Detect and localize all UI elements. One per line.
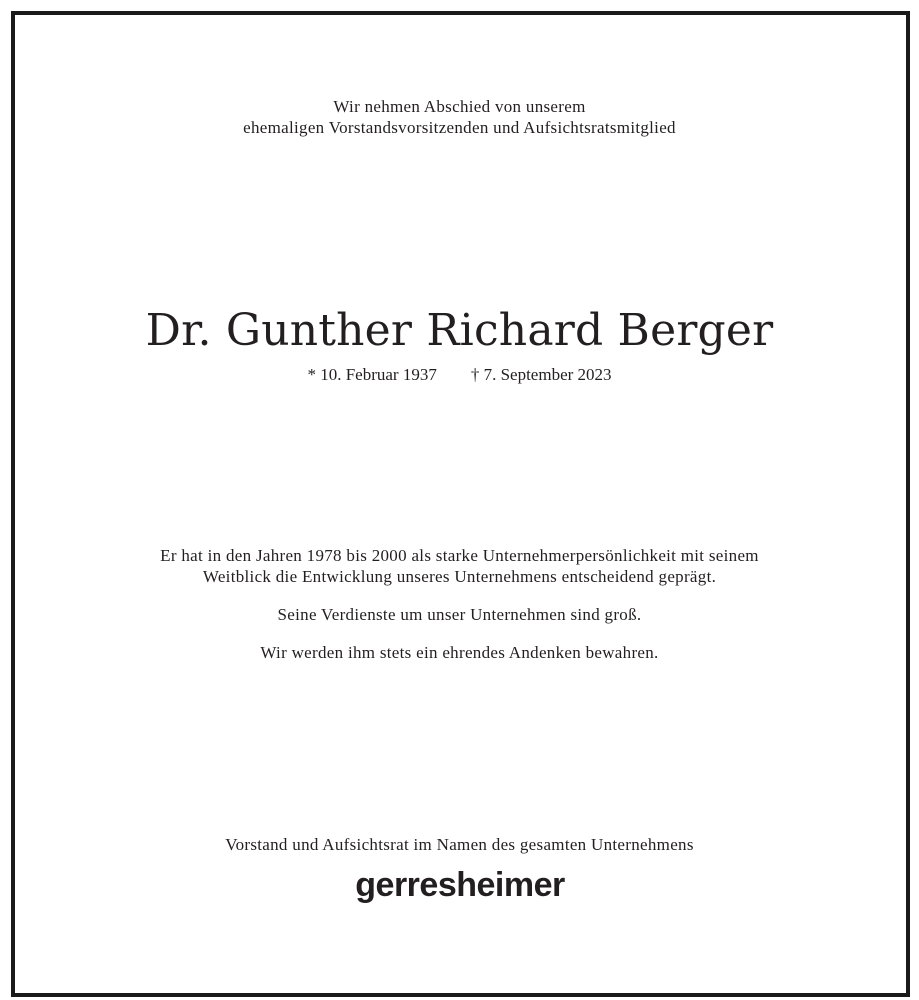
intro-line-1: Wir nehmen Abschied von unserem bbox=[333, 97, 586, 116]
tribute-paragraph-3: Wir werden ihm stets ein ehrendes Andenken bewahren. bbox=[260, 643, 659, 662]
intro-text bbox=[0, 96, 919, 138]
birth-date: * 10. Februar 1937 bbox=[307, 365, 437, 384]
tribute-paragraph-2: Seine Verdienste um unser Unternehmen sind groß. bbox=[277, 605, 642, 624]
svg-text:gerresheimer: gerresheimer bbox=[355, 868, 565, 904]
death-date: † 7. September 2023 bbox=[470, 365, 612, 384]
life-dates bbox=[0, 364, 919, 386]
tribute-text bbox=[0, 545, 919, 663]
tribute-paragraph-1 bbox=[0, 545, 919, 587]
tribute-paragraph-1-line-2: Weitblick die Entwicklung unseres Unternehmens entscheidend geprägt. bbox=[202, 567, 717, 586]
signature-line: Vorstand und Aufsichtsrat im Namen des gesamten Unternehmens bbox=[225, 835, 694, 854]
tribute-paragraph-1-line-1: Er hat in den Jahren 1978 bis 2000 als starke Unternehmerpersönlichkeit mit seinem bbox=[160, 546, 759, 565]
deceased-name: Dr. Gunther Richard Berger bbox=[145, 305, 774, 356]
gerresheimer-logo bbox=[336, 868, 584, 908]
intro-line-2: ehemaligen Vorstandsvorsitzenden und Aufsichtsratsmitglied bbox=[243, 118, 676, 137]
